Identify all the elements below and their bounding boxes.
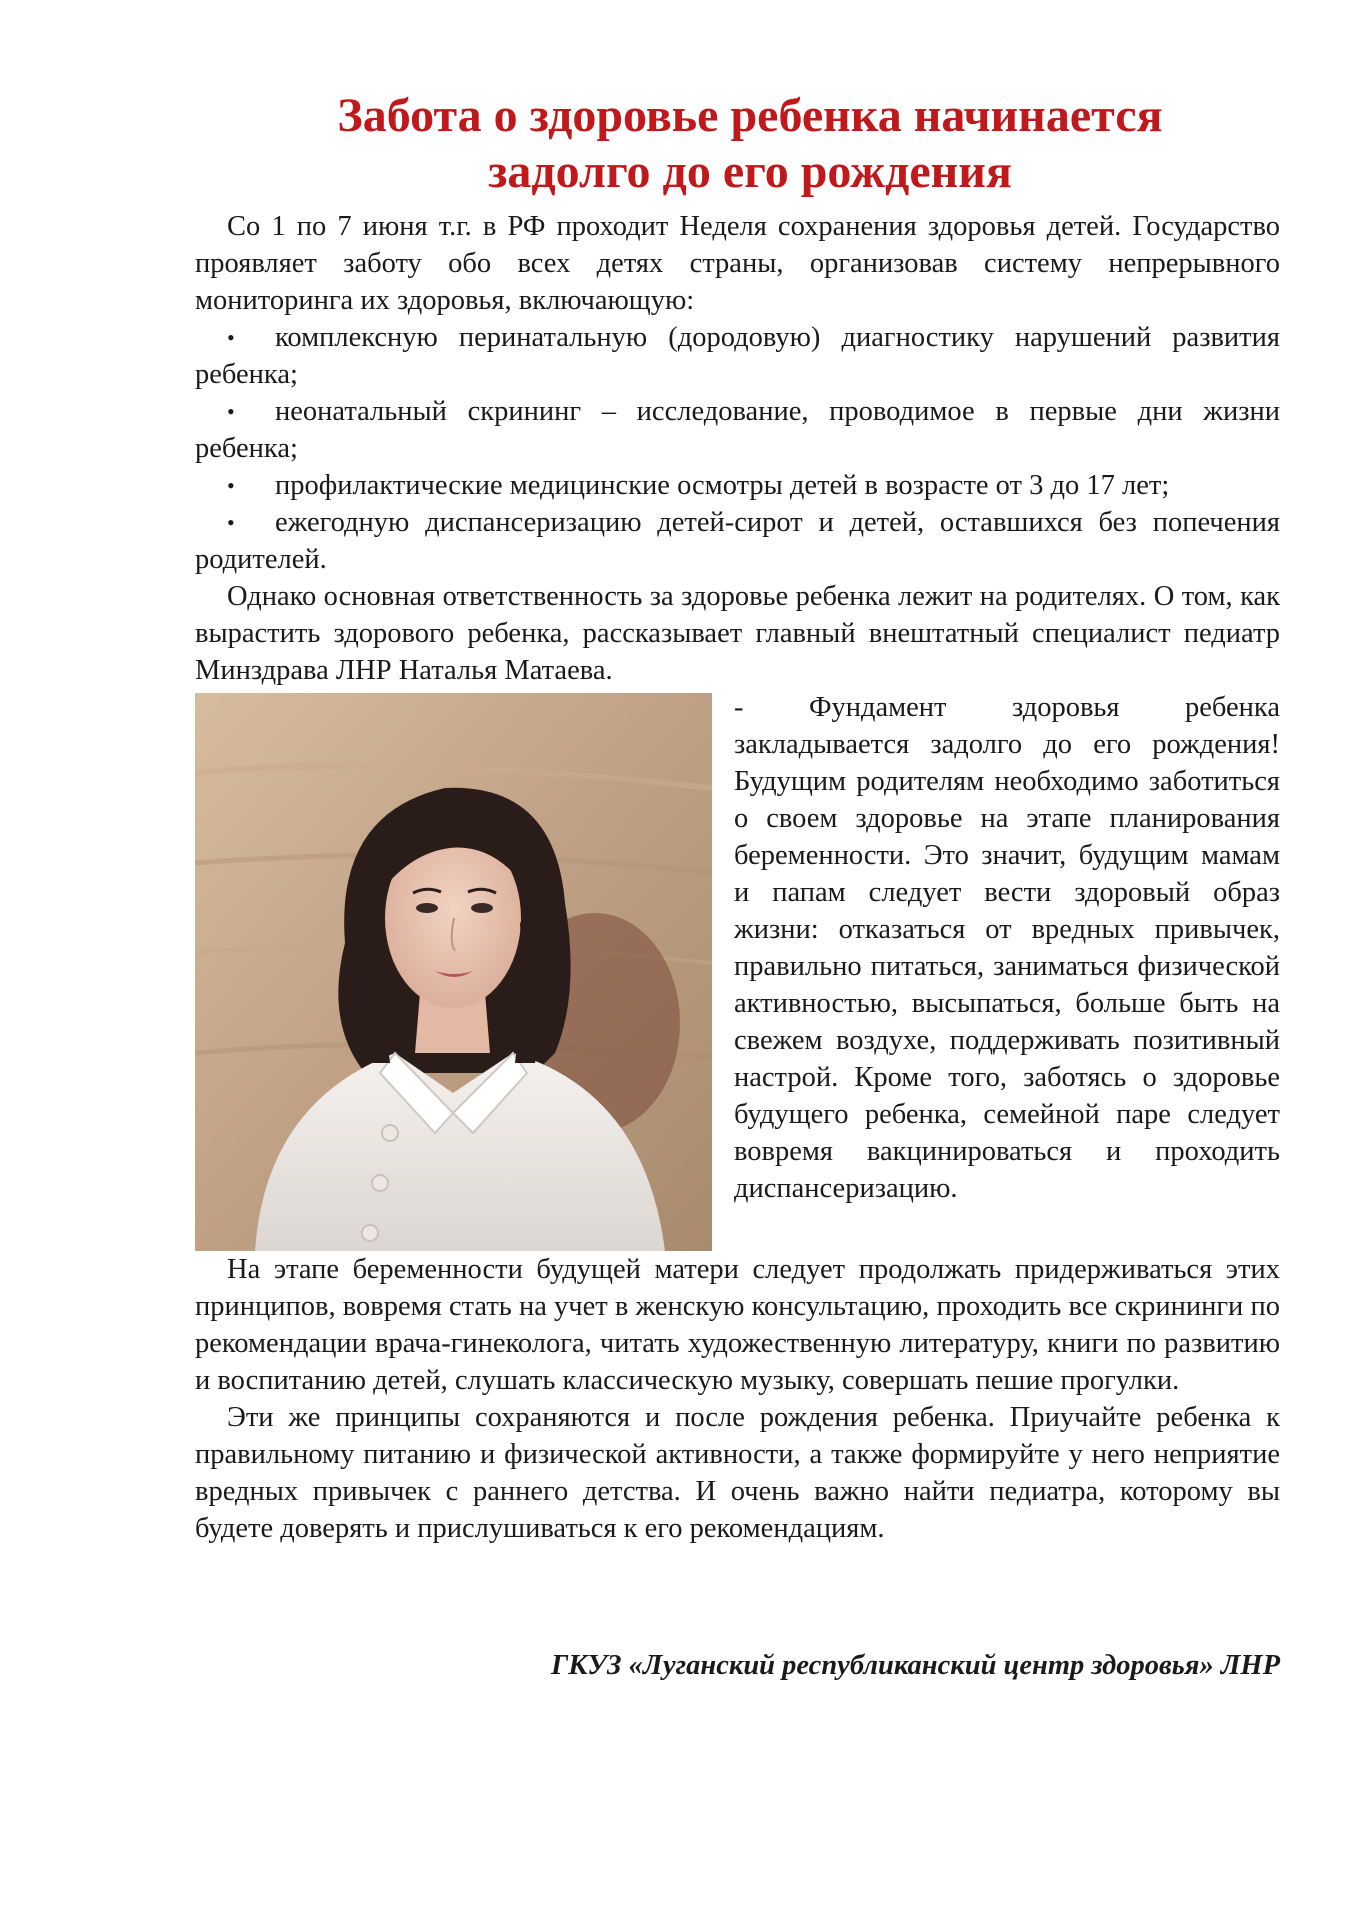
- specialist-quote: - Фундамент здоровья ребенка закладывается задолго до его рождения! Будущим родителям необходимо заботиться о своем здоровье на этапе планирования беременности. Это значит, будущим мамам и папам следует вести здоровый образ жизни: отказаться от вредных привычек, правильно питаться, заниматься физической активностью, высыпаться, больше быть на свежем воздухе, поддерживать позитивный настрой. Кроме того, заботясь о здоровье будущего ребенка, семейной паре следует вовремя вакцинироваться и проходить диспансеризацию.: [734, 692, 1280, 1204]
- article-body: [195, 208, 1280, 1547]
- bullet-icon: •: [227, 473, 235, 498]
- article-title: [150, 88, 1350, 200]
- list-item: [195, 319, 1280, 393]
- bullet-icon: •: [227, 510, 235, 535]
- list-item-text: неонатальный скрининг – исследование, проводимое в первые дни жизни ребенка;: [195, 396, 1280, 464]
- list-item-text: ежегодную диспансеризацию детей-сирот и детей, оставшихся без попечения родителей.: [195, 507, 1280, 575]
- organization-signature: ГКУЗ «Луганский республиканский центр здоровья» ЛНР: [551, 1650, 1280, 1681]
- portrait-illustration: [195, 693, 712, 1251]
- after-birth-paragraph: Эти же принципы сохраняются и после рождения ребенка. Приучайте ребенка к правильному питанию и физической активности, а также формируйте у него неприятие вредных привычек с раннего детства. И очень важно найти педиатра, которому вы будете доверять и прислушиваться к его рекомендациям.: [195, 1402, 1280, 1544]
- doctor-photo: [195, 693, 712, 1251]
- list-item: [195, 467, 1280, 504]
- intro-paragraph: Со 1 по 7 июня т.г. в РФ проходит Неделя сохранения здоровья детей. Государство проявляет заботу обо всех детях страны, организовав систему непрерывного мониторинга их здоровья, включающую:: [195, 211, 1280, 316]
- bullet-icon: •: [227, 325, 235, 350]
- title-line-1: Забота о здоровье ребенка начинается: [337, 89, 1163, 142]
- list-item: [195, 504, 1280, 578]
- pregnancy-paragraph: На этапе беременности будущей матери следует продолжать придерживаться этих принципов, вовремя стать на учет в женскую консультацию, проходить все скрининги по рекомендации врача-гинеколога, читать художественную литературу, книги по развитию и воспитанию детей, слушать классическую музыку, совершать пешие прогулки.: [195, 1254, 1280, 1396]
- photo-and-quote: [195, 689, 1280, 1251]
- title-line-2: задолго до его рождения: [488, 145, 1012, 198]
- responsibility-paragraph: Однако основная ответственность за здоровье ребенка лежит на родителях. О том, как вырастить здорового ребенка, рассказывает главный внештатный специалист педиатр Минздрава ЛНР Наталья Матаева.: [195, 581, 1280, 686]
- list-item-text: профилактические медицинские осмотры детей в возрасте от 3 до 17 лет;: [275, 470, 1170, 501]
- list-item: [195, 393, 1280, 467]
- bullet-icon: •: [227, 399, 235, 424]
- list-item-text: комплексную перинатальную (дородовую) диагностику нарушений развития ребенка;: [195, 322, 1280, 390]
- monitoring-list: [195, 319, 1280, 578]
